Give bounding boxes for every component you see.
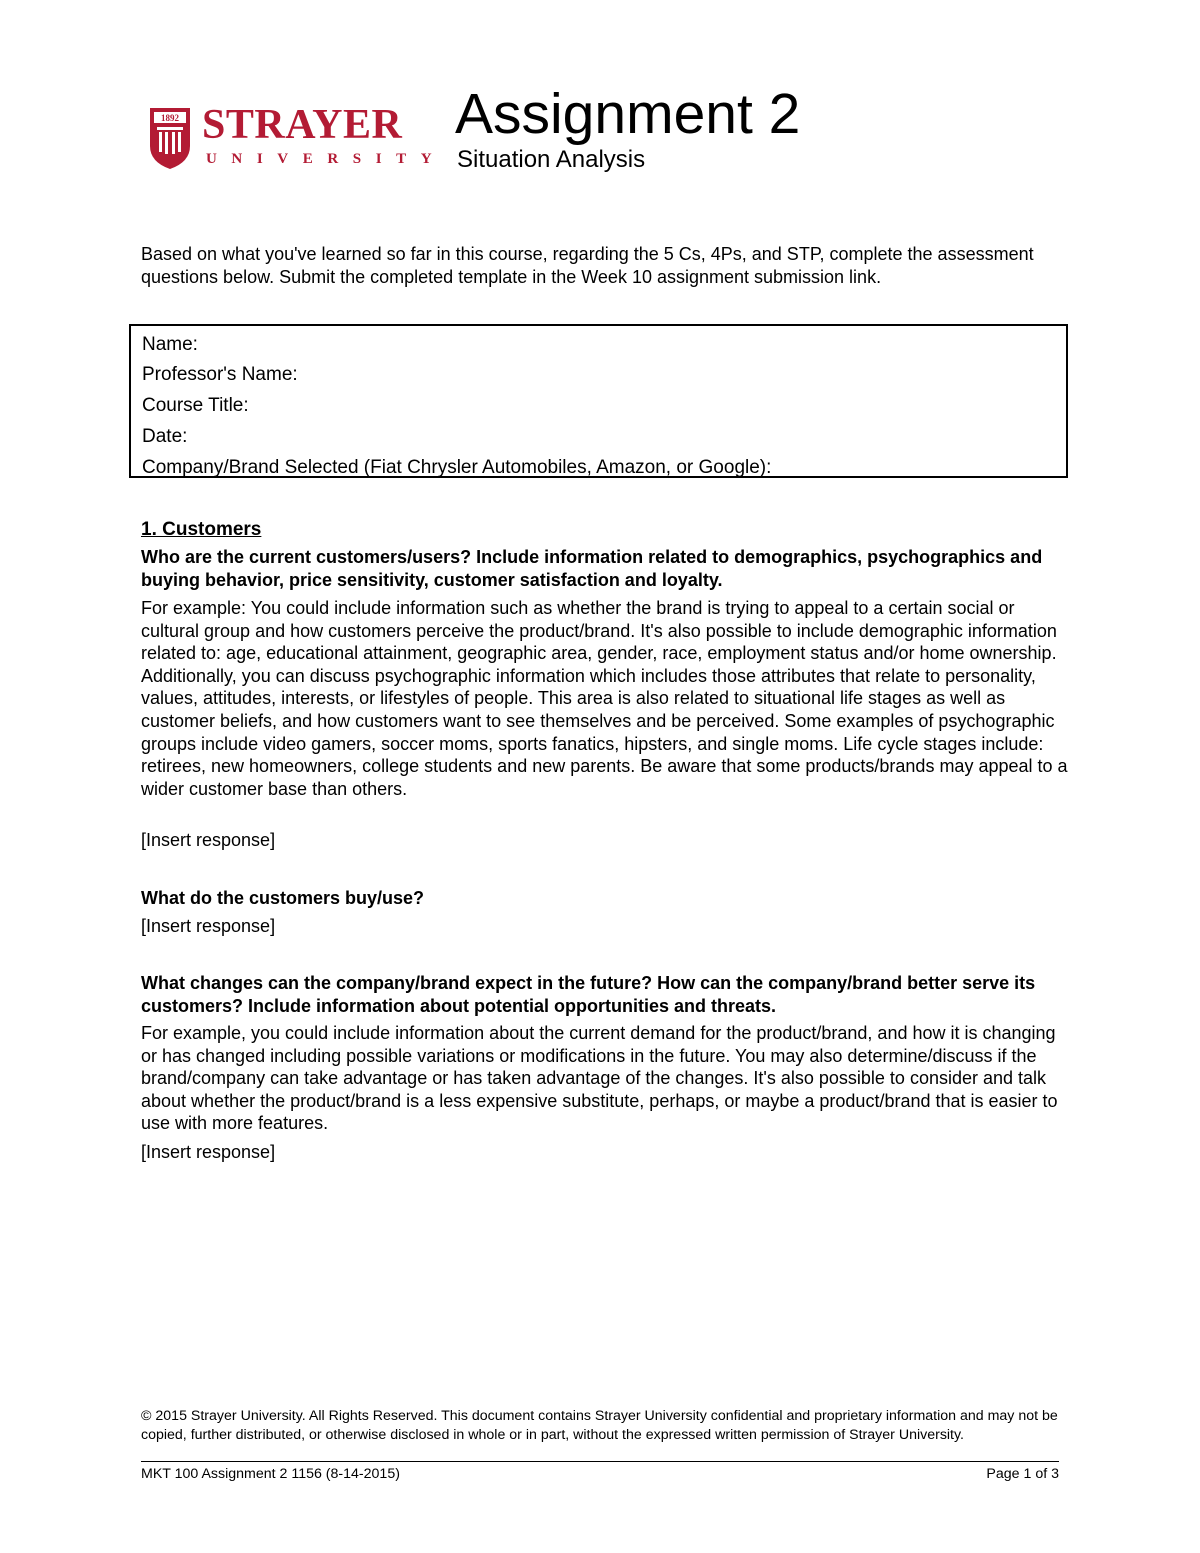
shield-icon bbox=[148, 106, 192, 170]
page-number: Page 1 of 3 bbox=[986, 1466, 1059, 1482]
page-title: Assignment 2 bbox=[455, 82, 801, 146]
logo-year: 1892 bbox=[161, 113, 179, 123]
intro-paragraph: Based on what you've learned so far in this course, regarding the 5 Cs, 4Ps, and STP, complete the assessment questions below. Submit the completed template in the Week 10 assignment submission link. bbox=[141, 244, 1034, 287]
company-brand-field[interactable]: Company/Brand Selected (Fiat Chrysler Automobiles, Amazon, or Google): bbox=[142, 457, 772, 478]
question-future-changes: What changes can the company/brand expect in the future? How can the company/brand better serve its customers? Include information about potential opportunities and threats. bbox=[141, 973, 1036, 1016]
question-current-customers: Who are the current customers/users? Include information related to demographics, psychographics and buying behavior, price sensitivity, customer satisfaction and loyalty. bbox=[141, 547, 1043, 590]
logo-wordmark: STRAYER bbox=[202, 102, 403, 148]
course-title-field[interactable]: Course Title: bbox=[142, 395, 249, 416]
professor-name-field[interactable]: Professor's Name: bbox=[142, 364, 298, 385]
logo-subtext: UNIVERSITY bbox=[206, 151, 447, 167]
footer-divider bbox=[141, 1461, 1059, 1462]
page-subtitle: Situation Analysis bbox=[457, 146, 646, 173]
response-current-customers[interactable]: [Insert response] bbox=[141, 830, 276, 850]
response-customers-buy[interactable]: [Insert response] bbox=[141, 916, 276, 936]
name-field[interactable]: Name: bbox=[142, 334, 198, 355]
guidance-future-changes: For example, you could include information about the current demand for the product/brand, and how it is changing or has changed including possible variations or modifications in the future. You may also determine/discuss if the brand/company can take advantage or has taken advantage of the changes. It's also possible to consider and talk about whether the product/brand is a less expensive substitute, perhaps, or maybe a product/brand that is easier to use with more features. bbox=[141, 1023, 1058, 1134]
student-info-box bbox=[129, 324, 1068, 478]
document-id: MKT 100 Assignment 2 1156 (8-14-2015) bbox=[141, 1466, 400, 1482]
date-field[interactable]: Date: bbox=[142, 426, 188, 447]
copyright-notice: © 2015 Strayer University. All Rights Reserved. This document contains Strayer University confidential and proprietary information and may not be copied, further distributed, or otherwise disclosed in whole or in part, without the expressed written permission of Strayer University. bbox=[141, 1408, 1058, 1443]
guidance-current-customers: For example: You could include information such as whether the brand is trying to appeal to a certain social or cultural group and how customers perceive the product/brand. It's also possible to include demographic information related to: age, educational attainment, geographic area, gender, race, employment status and/or home ownership. Additionally, you can discuss psychographic information which includes those attributes that relate to personality, values, attitudes, interests, or lifestyles of people. This area is also related to situational life stages as well as customer beliefs, and how customers want to see themselves and be perceived. Some examples of psychographic groups include video gamers, soccer moms, sports fanatics, hipsters, and single moms. Life cycle stages include: retirees, new homeowners, college students and new parents. Be aware that some products/brands may appeal to a wider customer base than others. bbox=[141, 598, 1068, 799]
question-customers-buy: What do the customers buy/use? bbox=[141, 888, 425, 908]
response-future-changes[interactable]: [Insert response] bbox=[141, 1142, 276, 1162]
strayer-logo bbox=[148, 102, 447, 170]
section-heading-customers: 1. Customers bbox=[141, 519, 262, 540]
